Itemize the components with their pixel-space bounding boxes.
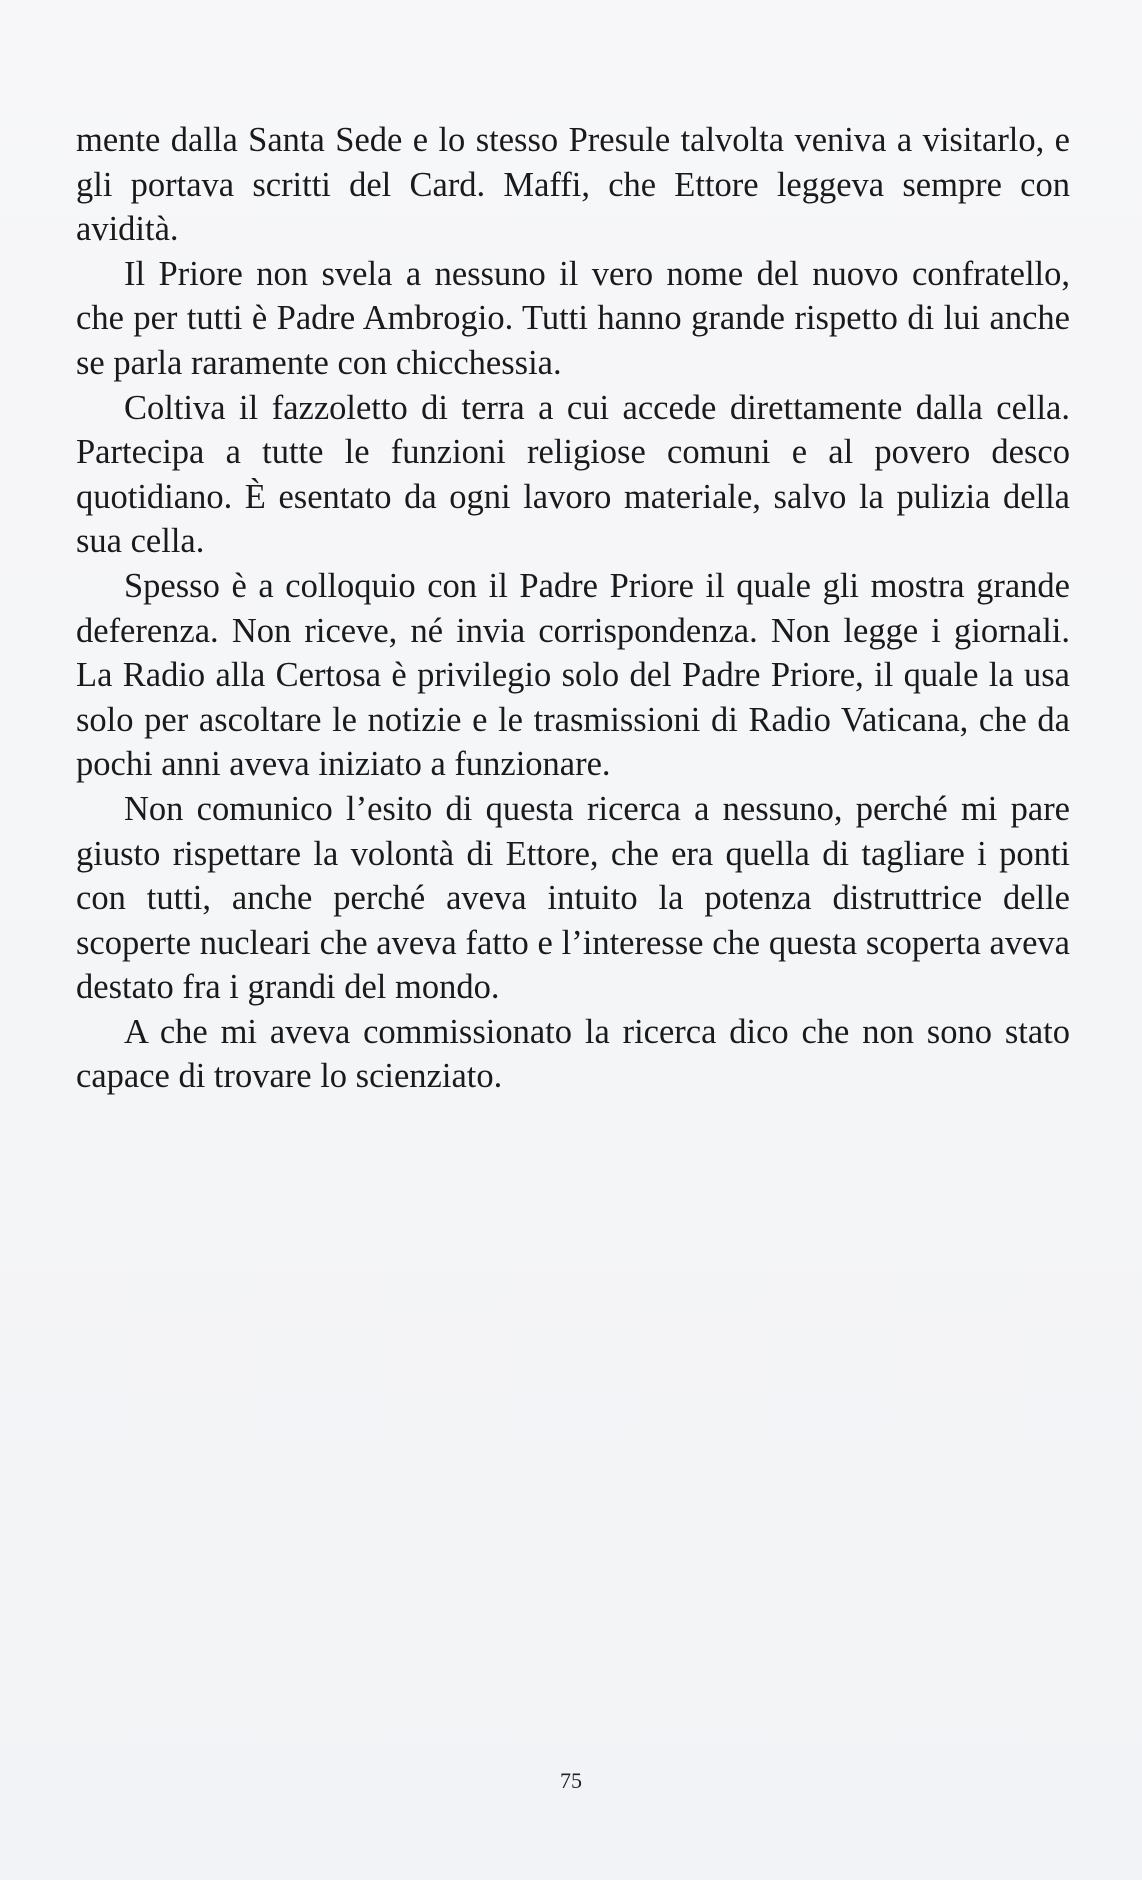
paragraph-5: Non comunico l’esito di questa ricerca a nessuno, perché mi pare giusto rispettare la volontà di Ettore, che era quella di tagliare i ponti con tutti, anche perché aveva intuito la potenza distruttrice delle scoperte nucleari che aveva fatto e l’interesse che questa scoperta aveva destato fra i grandi del mondo. [76,789,1070,1007]
paragraph-6: A che mi aveva commissionato la ricerca dico che non sono stato capace di trovare lo scienziato. [76,1012,1070,1096]
page-number: 75 [560,1768,582,1793]
paragraph-3: Coltiva il fazzoletto di terra a cui accede direttamente dalla cella. Partecipa a tutte le funzioni religiose comuni e al povero desco quotidiano. È esentato da ogni lavoro materiale, salvo la pulizia della sua cella. [76,388,1070,561]
body-text [76,118,1070,1099]
paragraph-2: Il Priore non svela a nessuno il vero nome del nuovo confratello, che per tutti è Padre Ambrogio. Tutti hanno grande rispetto di lui anche se parla raramente con chicchessia. [76,254,1070,382]
paragraph-4: Spesso è a colloquio con il Padre Priore il quale gli mostra grande deferenza. Non riceve, né invia corrispondenza. Non legge i giornali. La Radio alla Certosa è privilegio solo del Padre Priore, il quale la usa solo per ascoltare le notizie e le trasmissioni di Radio Vaticana, che da pochi anni aveva iniziato a funzionare. [76,566,1070,784]
paragraph-1: mente dalla Santa Sede e lo stesso Presule talvolta veniva a visitarlo, e gli portava scritti del Card. Maffi, che Ettore leggeva sempre con avidità. [76,121,1070,249]
